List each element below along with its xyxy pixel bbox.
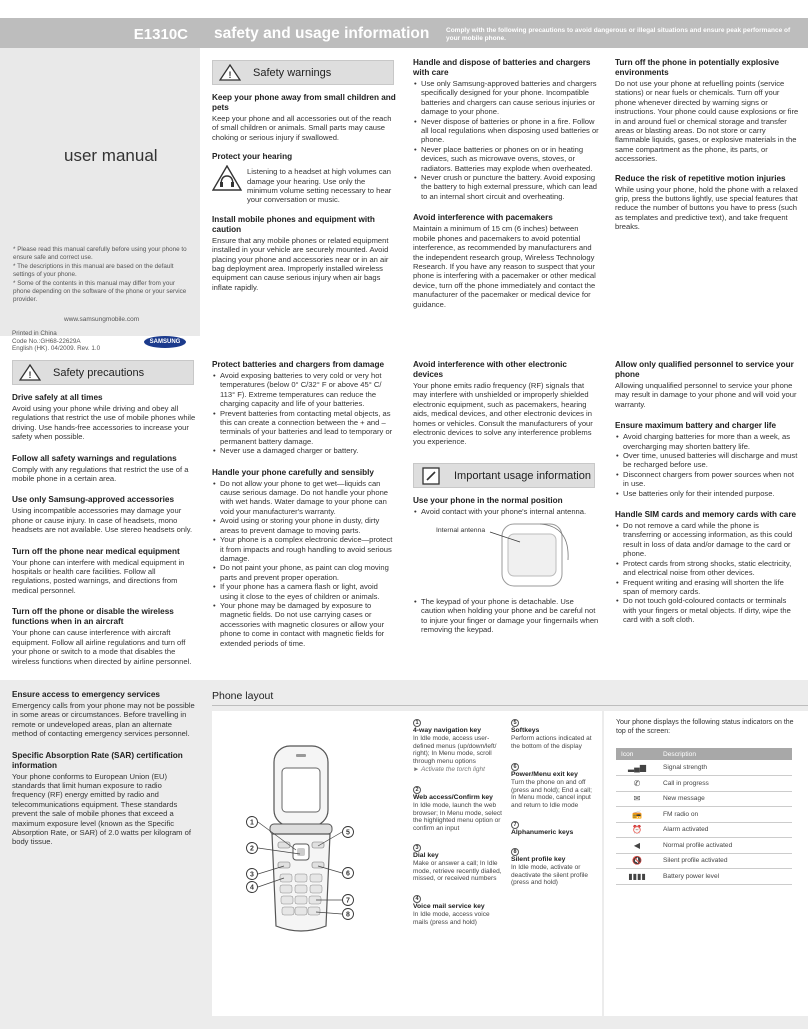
note-icon (420, 467, 442, 485)
banner-label: Safety warnings (253, 67, 332, 79)
precautions-column-2 (212, 360, 396, 648)
number-badge: 8 (511, 848, 519, 856)
section-heading: Specific Absorption Rate (SAR) certification information (12, 750, 183, 770)
print-line: Code No.:GH68-22629A (12, 337, 81, 345)
key-title: Web access/Confirm key (413, 794, 493, 801)
warning-icon (19, 364, 41, 382)
section-text: Keep your phone and all accessories out of the reach of small children or animals. Small parts may cause choking or serious injury if swallowed. (212, 114, 392, 142)
callout-2: 2 (250, 845, 254, 853)
website: www.samsungmobile.com (64, 316, 140, 323)
key-desc-3 (413, 844, 505, 883)
key-text: Make or answer a call; In Idle mode, retrieve recently dialled, missed, or received numbers (413, 859, 502, 883)
callout-4: 4 (250, 884, 254, 892)
section-heading: Avoid interference with other electronic devices (413, 360, 567, 379)
key-desc-2 (413, 786, 505, 833)
status-description: Silent profile activated (658, 853, 792, 869)
cover-note: * Some of the contents in this manual may differ from your phone depending on the software of the phone or your service provider. (13, 280, 187, 303)
list-item: • Do not allow your phone to get wet—liquids can cause serious damage. Do not handle your phone with wet hands. Water damage to your phone can void your manufacturer's warranty. (212, 479, 396, 517)
svg-text:!: ! (28, 370, 32, 380)
list-item: • Avoid using or storing your phone in dusty, dirty areas to prevent damage to moving parts. (212, 516, 396, 535)
section-heading: Allow only qualified personnel to service your phone (615, 360, 794, 379)
radio-icon: 📻 (616, 807, 658, 823)
status-description: Normal profile activated (658, 838, 792, 854)
section-text: Comply with any regulations that restrict the use of a mobile phone in a certain area. (12, 464, 189, 484)
bullet-list (413, 507, 599, 516)
list-item: • Never dispose of batteries or phone in a fire. Follow all local regulations when disposing used batteries or phone. (413, 117, 599, 145)
page-subtitle: Comply with the following precautions to avoid dangerous or illegal situations and ensure peak performance of your mobile phone. (446, 27, 791, 42)
section-text: Your phone can cause interference with aircraft equipment. Follow all airline regulations and turn off your phone or switch to a mode that disables the wireless functions when directed by airline personnel. (12, 628, 192, 666)
section-text: While using your phone, hold the phone with a relaxed grip, press the buttons lightly, use special features that reduce the number of buttons you have to press (such as templates and predictive text), and take frequent breaks. (615, 184, 798, 232)
cover-title: user manual (64, 146, 158, 165)
bullet-list (413, 79, 599, 201)
cover-note: * Please read this manual carefully before using your phone to ensure safe and correct use. (13, 246, 187, 261)
section-text: Maintain a minimum of 15 cm (6 inches) between mobile phones and pacemakers to avoid potential interference, as recommended by manufacturers and the independent research group, Wireless Technology Research. If you have any reason to suspect that your phone is interfering with a pacemaker or other medical device, turn off the phone immediately and contact the manufacturer of the pacemaker or medical device for guidance. (413, 224, 596, 309)
list-item: • Frequent writing and erasing will shorten the life span of memory cards. (615, 578, 799, 597)
section-text: Avoid using your phone while driving and obey all regulations that restrict the use of mobile phones while driving. Use hands-free accessories to increase your safety when possible. (12, 404, 196, 442)
section-text: Your phone can interfere with medical equipment in hospitals or health care facilities. Follow all regulations, posted warnings, and directions from medical personnel. (12, 557, 185, 595)
bottom-column-1 (12, 690, 196, 847)
list-item: • Your phone is a complex electronic device—protect it from impacts and rough handling to avoid serious damage. (212, 535, 396, 563)
list-item: • Do not paint your phone, as paint can clog moving parts and prevent proper operation. (212, 563, 396, 582)
list-item: • Use batteries only for their intended purpose. (615, 489, 799, 498)
cover-notes (13, 246, 193, 305)
message-icon: ✉ (616, 791, 658, 807)
section-heading: Turn off the phone in potentially explosive environments (615, 58, 780, 77)
table-row (616, 807, 792, 823)
status-description: New message (658, 791, 792, 807)
banner-label: Important usage information (454, 470, 591, 482)
key-text: In Idle mode, activate or deactivate the silent profile (press and hold) (511, 863, 588, 887)
number-badge: 2 (413, 786, 421, 794)
important-usage-banner (413, 463, 595, 488)
list-item: • Never use a damaged charger or battery. (212, 446, 396, 455)
section-heading: Protect your hearing (212, 152, 293, 162)
list-item: • Do not touch gold-coloured contacts or terminals with your fingers or metal objects. If dirty, wipe the card with a soft cloth. (615, 596, 799, 624)
table-row (616, 869, 792, 885)
column-header-description: Description (658, 748, 792, 760)
warnings-column-2 (413, 58, 599, 309)
section-heading: Ensure access to emergency services (12, 690, 160, 699)
table-row (616, 838, 792, 854)
key-text: In Idle mode, access user-defined menus (up/down/left/ right); In Menu mode, scroll through menu options (413, 734, 497, 766)
key-desc-4 (413, 895, 505, 926)
battery-icon: ▮▮▮▮ (616, 869, 658, 885)
header-band (200, 18, 808, 48)
key-title: Silent profile key (511, 856, 566, 863)
signal-icon: ▂▄▆ (616, 760, 658, 776)
bullet-list (413, 597, 599, 635)
list-item: • Protect cards from strong shocks, static electricity, and electrical noise from other devices. (615, 559, 799, 578)
number-badge: 7 (511, 821, 519, 829)
section-heading: Turn off the phone or disable the wireless functions when in an aircraft (12, 607, 174, 627)
number-badge: 5 (511, 719, 519, 727)
table-row (616, 853, 792, 869)
bullet-list (212, 479, 396, 648)
section-heading: Handle your phone carefully and sensibly (212, 467, 374, 477)
status-description: Battery power level (658, 869, 792, 885)
status-intro: Your phone displays the following status indicators on the top of the screen: (616, 719, 794, 735)
list-item: • Avoid contact with your phone's internal antenna. (413, 507, 599, 516)
key-text: In Idle mode, access voice mails (press and hold) (413, 910, 490, 926)
section-text: Your phone conforms to European Union (EU) standards that limit human exposure to radio frequency (RF) energy emitted by radio and telecommunications equipment. These standards prevent the sale of mobile phones that exceed a maximum exposure level (known as the Specific Absorption Rate, or SAR) of 2.0 watts per kilogram of body tissue. (12, 771, 191, 847)
table-header-row (616, 748, 792, 760)
number-badge: 3 (413, 844, 421, 852)
warning-icon (219, 64, 241, 82)
page-title: safety and usage information (214, 25, 430, 42)
key-title: Alphanumeric keys (511, 829, 574, 836)
cover-panel (0, 18, 200, 352)
section-heading: Turn off the phone near medical equipment (12, 546, 180, 556)
table-row (616, 776, 792, 792)
list-item: • Never place batteries or phones on or in heating devices, such as microwave ovens, stoves, or radiators. Batteries may explode when overheated. (413, 145, 599, 173)
callout-1: 1 (250, 819, 254, 827)
alarm-icon: ⏰ (616, 822, 658, 838)
list-item: • Use only Samsung-approved batteries and chargers specifically designed for your phone. Incompatible batteries and chargers can cause serious injuries or damage to your phone. (413, 79, 599, 117)
key-title: 4-way navigation key (413, 727, 481, 734)
number-badge: 6 (511, 763, 519, 771)
model-number: E1310C (0, 18, 200, 48)
section-text: Listening to a headset at high volumes can damage your hearing. Use only the minimum volume setting necessary to hear your conversation or music. (247, 167, 392, 205)
section-text: Do not use your phone at refuelling points (service stations) or near fuels or chemicals. Turn off your phone whenever directed by warning signs or instructions. Your phone could cause explosions or fire in and around fuel or chemical storage and transfer areas or blasting areas. Do not store or carry flammable liquids, gases, or explosive materials in the same compartment as the phone, its parts, or accessories. (615, 79, 799, 164)
section-text: Emergency calls from your phone may not be possible in some areas or circumstances. Before travelling in remote or undeveloped areas, plan an alternate method of contacting emergency services personnel. (12, 701, 195, 739)
safety-warnings-banner (212, 60, 394, 85)
status-description: Signal strength (658, 760, 792, 776)
key-title: Softkeys (511, 727, 540, 734)
key-desc-5 (511, 719, 599, 750)
divider (212, 705, 808, 706)
section-heading: Handle and dispose of batteries and chargers with care (413, 58, 591, 77)
callout-8: 8 (346, 911, 350, 919)
callout-3: 3 (250, 871, 254, 879)
phone-illustration (230, 740, 370, 940)
key-text: Perform actions indicated at the bottom of the display (511, 734, 592, 750)
section-heading: Ensure maximum battery and charger life (615, 421, 777, 431)
svg-text:!: ! (228, 70, 232, 80)
key-desc-1 (413, 719, 505, 774)
key-desc-8 (511, 848, 599, 887)
number-badge: 4 (413, 895, 421, 903)
key-desc-7 (511, 821, 599, 837)
status-table (616, 748, 792, 885)
table-row (616, 822, 792, 838)
section-heading: Use only Samsung-approved accessories (12, 495, 174, 505)
section-heading: Keep your phone away from small children and pets (212, 93, 396, 112)
keypad-note (413, 597, 599, 635)
list-item: • The keypad of your phone is detachable. Use caution when holding your phone and be careful not to injure your finger or damage your fingernails when removing the keypad. (413, 597, 599, 635)
list-item: • Avoid exposing batteries to very cold or very hot temperatures (below 0° C/32° F or above 45° C/ 113° F). Extreme temperatures can reduce the charging capacity and life of your batteries. (212, 371, 396, 409)
section-heading: Protect batteries and chargers from damage (212, 360, 384, 369)
list-item: • Your phone may be damaged by exposure to magnetic fields. Do not use carrying cases or accessories with magnetic closures or allow your phone to come in contact with magnetic fields for extended periods of time. (212, 601, 396, 648)
section-text: Using incompatible accessories may damage your phone or cause injury. In case of headsets, mono headsets are not available. Use stereo headsets only. (12, 506, 193, 535)
section-text: Allowing unqualified personnel to service your phone may result in damage to your phone and will void your warranty. (615, 381, 797, 409)
print-line: Printed in China (12, 330, 57, 337)
key-extra: ► Activate the torch light (413, 765, 485, 773)
precautions-column-4 (615, 360, 799, 625)
precautions-column-1 (12, 393, 196, 666)
list-item: • Never crush or puncture the battery. Avoid exposing the battery to high external pressure, which can lead to an internal short circuit and overheating. (413, 173, 599, 201)
section-heading: Install mobile phones and equipment with caution (212, 214, 375, 234)
list-item: • Avoid charging batteries for more than a week, as overcharging may shorten battery life. (615, 432, 799, 451)
section-heading: Handle SIM cards and memory cards with care (615, 510, 797, 520)
status-description: Call in progress (658, 776, 792, 792)
callout-5: 5 (346, 829, 350, 837)
key-text: In Idle mode, launch the web browser; In Menu mode, select the highlighted menu option or confirm an input (413, 801, 502, 833)
bullet-list (615, 521, 799, 624)
key-title: Voice mail service key (413, 903, 485, 910)
list-item: • Prevent batteries from contacting metal objects, as this can create a connection between the + and – terminals of your batteries and lead to temporary or permanent battery damage. (212, 409, 396, 447)
warnings-column-3 (615, 58, 799, 232)
status-description: FM radio on (658, 807, 792, 823)
headset-warning-icon (212, 165, 242, 191)
hearing-block (212, 163, 396, 205)
key-title: Power/Menu exit key (511, 771, 578, 778)
section-heading: Avoid interference with pacemakers (413, 213, 553, 223)
key-title: Dial key (413, 852, 439, 859)
print-info (12, 330, 100, 353)
bullet-list (615, 432, 799, 498)
normal-profile-icon: ◀ (616, 838, 658, 854)
safety-precautions-banner (12, 360, 194, 385)
section-heading: Drive safely at all times (12, 393, 103, 402)
list-item: • If your phone has a camera flash or light, avoid using it close to the eyes of children or animals. (212, 582, 396, 601)
section-heading: Reduce the risk of repetitive motion injuries (615, 173, 786, 183)
section-text: Ensure that any mobile phones or related equipment installed in your vehicle are securely mounted. Avoid placing your phone and accessories near or in an air bag deployment area. Improperly installed wireless equipment can cause serious injury when air bags inflate rapidly. (212, 235, 389, 292)
callout-7: 7 (346, 897, 350, 905)
table-row (616, 760, 792, 776)
antenna-label: Internal antenna (436, 527, 486, 534)
section-text: Your phone emits radio frequency (RF) signals that may interfere with unshielded or improperly shielded electronic equipment, such as pacemakers, hearing aids, medical devices, and other electronic devices in homes or vehicles. Consult the manufacturers of your electronic devices to solve any interference problems you experience. (413, 381, 593, 447)
silent-profile-icon: 🔇 (616, 853, 658, 869)
warnings-column-1 (212, 93, 396, 292)
number-badge: 1 (413, 719, 421, 727)
column-header-icon: Icon (616, 748, 658, 760)
call-icon: ✆ (616, 776, 658, 792)
callout-6: 6 (346, 870, 350, 878)
status-description: Alarm activated (658, 822, 792, 838)
phone-layout-title: Phone layout (212, 690, 274, 702)
list-item: • Do not remove a card while the phone is transferring or accessing information, as this could result in loss of data and/or damage to the card or phone. (615, 521, 799, 559)
key-text: Turn the phone on and off (press and hold); End a call; In Menu mode, cancel input and return to Idle mode (511, 778, 592, 810)
cover-note: * The descriptions in this manual are based on the default settings of your phone. (13, 263, 174, 278)
section-heading: Use your phone in the normal position (413, 496, 563, 505)
key-desc-6 (511, 763, 599, 810)
banner-label: Safety precautions (53, 367, 145, 379)
usage-column (413, 496, 599, 516)
list-item: • Disconnect chargers from power sources when not in use. (615, 470, 799, 489)
samsung-logo: SAMSUNG (144, 336, 186, 348)
print-line: English (HK). 04/2009. Rev. 1.0 (12, 345, 101, 352)
precautions-column-3 (413, 360, 599, 447)
list-item: • Over time, unused batteries will discharge and must be recharged before use. (615, 451, 799, 470)
table-row (616, 791, 792, 807)
section-heading: Follow all safety warnings and regulations (12, 453, 177, 463)
bullet-list (212, 371, 396, 456)
